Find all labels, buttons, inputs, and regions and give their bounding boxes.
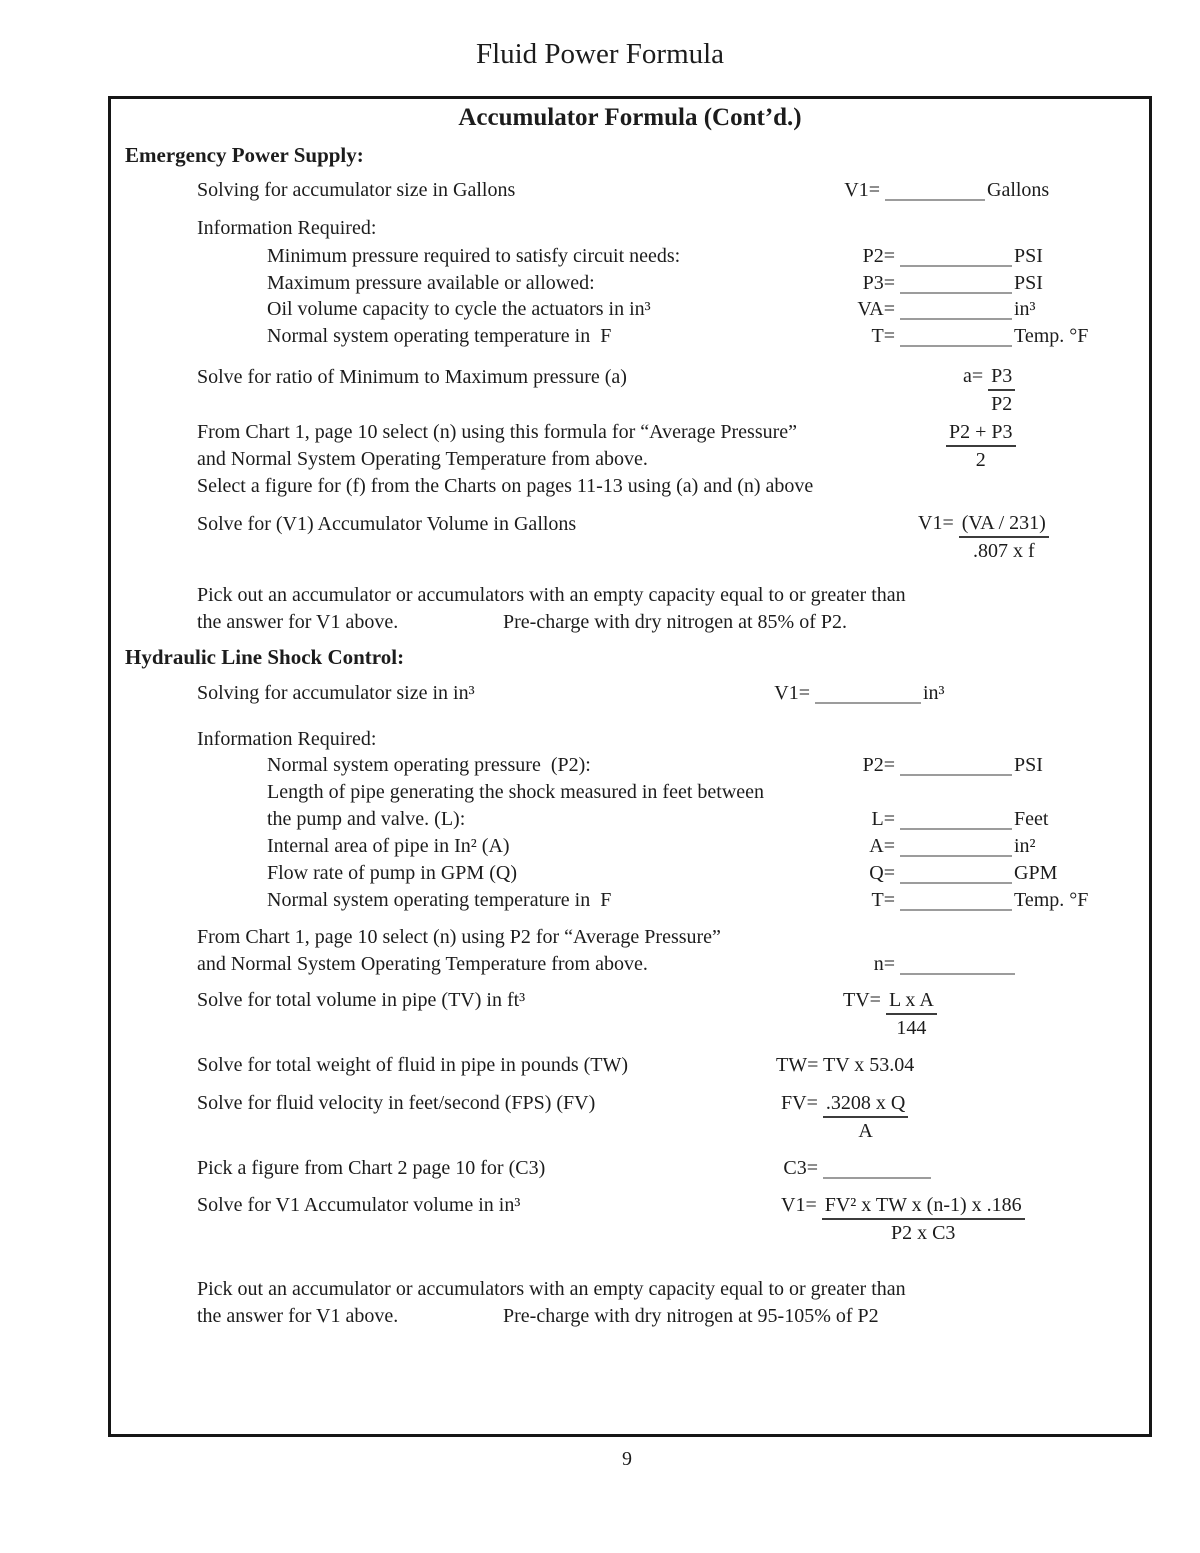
variable-label: L= (871, 808, 895, 830)
precharge-note: Pre-charge with dry nitrogen at 85% of P2. (503, 611, 847, 633)
fill-in-blank (815, 682, 921, 704)
fraction-numerator: .3208 x Q (823, 1091, 908, 1118)
ratio-formula (963, 364, 1015, 416)
info-item-label: Maximum pressure available or allowed: (267, 272, 595, 294)
info-item-fill (835, 244, 1043, 268)
fraction-numerator: (VA / 231) (959, 511, 1049, 538)
fraction-denominator: P2 x C3 (890, 1222, 956, 1244)
shock-solving-fill (762, 681, 945, 705)
formula-lead: TV= (843, 989, 881, 1011)
unit-label: in³ (923, 682, 945, 704)
fill-in-blank (885, 179, 985, 201)
solve-tv-label: Solve for total volume in pipe (TV) in ft³ (197, 989, 526, 1011)
variable-label: C3= (783, 1157, 818, 1179)
unit-label: Temp. °F (1014, 325, 1089, 347)
box-title: Accumulator Formula (Cont’d.) (458, 104, 802, 131)
unit-label: PSI (1014, 754, 1043, 776)
info-item-label: Length of pipe generating the shock measured in feet between (267, 781, 765, 803)
solve-fv-label: Solve for fluid velocity in feet/second (FPS) (FV) (197, 1092, 596, 1114)
fill-in-blank (900, 754, 1012, 776)
tw-formula: TW= TV x 53.04 (776, 1054, 915, 1076)
variable-label: T= (871, 889, 895, 911)
variable-label: A= (869, 835, 895, 857)
chart-note-line1: From Chart 1, page 10 select (n) using this formula for “Average Pressure” (197, 421, 798, 443)
formula-lead: V1= (918, 512, 954, 534)
tv-formula (843, 988, 937, 1040)
pick-note-line2a: the answer for V1 above. (197, 1305, 399, 1327)
v1-cubic-inch-formula (781, 1193, 1025, 1245)
fraction-numerator: P2 + P3 (946, 420, 1016, 447)
v1-gallons-formula (918, 511, 1049, 563)
shock-info-heading: Information Required: (197, 728, 377, 750)
select-f-note: Select a figure for (f) from the Charts on pages 11-13 using (a) and (n) above (197, 475, 814, 497)
info-item-fill (835, 861, 1057, 885)
info-item-fill (835, 324, 1088, 348)
fraction-denominator: .807 x f (972, 540, 1035, 562)
chart-note-line2: and Normal System Operating Temperature from above. (197, 448, 648, 470)
chart-note-line2: and Normal System Operating Temperature from above. (197, 953, 648, 975)
info-item-label: Minimum pressure required to satisfy circuit needs: (267, 245, 681, 267)
variable-label: P2= (862, 754, 895, 776)
unit-label: Feet (1014, 808, 1049, 830)
precharge-note: Pre-charge with dry nitrogen at 95-105% of P2 (503, 1305, 879, 1327)
page-number: 9 (622, 1448, 632, 1470)
info-item-fill (835, 807, 1048, 831)
average-pressure-formula (946, 420, 1016, 472)
info-item-fill (835, 297, 1036, 321)
info-item-fill (835, 888, 1088, 912)
fraction (886, 988, 937, 1040)
fv-formula (781, 1091, 908, 1143)
fraction (822, 1193, 1025, 1245)
pick-note-line1: Pick out an accumulator or accumulators with an empty capacity equal to or greater than (197, 1278, 906, 1300)
info-item-fill (835, 834, 1036, 858)
shock-solving-label: Solving for accumulator size in in³ (197, 682, 475, 704)
fraction (946, 420, 1016, 472)
info-item-label: the pump and valve. (L): (267, 808, 466, 830)
page-title: Fluid Power Formula (475, 38, 725, 70)
info-item-label: Flow rate of pump in GPM (Q) (267, 862, 517, 884)
fill-in-blank (900, 272, 1012, 294)
info-item-label: Normal system operating pressure (P2): (267, 754, 591, 776)
unit-label: in² (1014, 835, 1036, 857)
variable-label: P2= (862, 245, 895, 267)
ratio-line-label: Solve for ratio of Minimum to Maximum pressure (a) (197, 366, 627, 388)
fraction-denominator: 144 (896, 1017, 927, 1039)
info-item-label: Normal system operating temperature in F (267, 325, 612, 347)
variable-label: VA= (857, 298, 895, 320)
c3-fill (770, 1156, 933, 1180)
fill-in-blank (900, 953, 1015, 975)
formula-lead: a= (963, 365, 984, 387)
formula-lead: FV= (781, 1092, 818, 1114)
pick-note-line2a: the answer for V1 above. (197, 611, 399, 633)
formula-lead: V1= (781, 1194, 817, 1216)
variable-label: V1= (844, 179, 880, 201)
fraction (988, 364, 1015, 416)
fill-in-blank (823, 1157, 931, 1179)
fraction-denominator: A (858, 1120, 873, 1142)
variable-label: Q= (869, 862, 895, 884)
pick-note-line1: Pick out an accumulator or accumulators with an empty capacity equal to or greater than (197, 584, 906, 606)
emergency-solving-fill (835, 178, 1049, 202)
emergency-info-heading: Information Required: (197, 217, 377, 239)
fill-in-blank (900, 325, 1012, 347)
fill-in-blank (900, 808, 1012, 830)
fraction-denominator: P2 (991, 393, 1013, 415)
fraction-numerator: FV² x TW x (n-1) x .186 (822, 1193, 1025, 1220)
variable-label: n= (873, 953, 895, 975)
unit-label: PSI (1014, 245, 1043, 267)
solve-v1-label: Solve for V1 Accumulator volume in in³ (197, 1194, 521, 1216)
solve-v1-label: Solve for (V1) Accumulator Volume in Gallons (197, 513, 577, 535)
info-item-label: Oil volume capacity to cycle the actuators in in³ (267, 298, 651, 320)
unit-label: Temp. °F (1014, 889, 1089, 911)
fraction (959, 511, 1049, 563)
pick-c3-label: Pick a figure from Chart 2 page 10 for (C3) (197, 1157, 546, 1179)
unit-label: GPM (1014, 862, 1058, 884)
variable-label: P3= (862, 272, 895, 294)
fill-in-blank (900, 298, 1012, 320)
fill-in-blank (900, 835, 1012, 857)
variable-label: T= (871, 325, 895, 347)
unit-label: in³ (1014, 298, 1036, 320)
fraction-denominator: 2 (975, 449, 986, 471)
fill-in-blank (900, 889, 1012, 911)
section-heading-shock: Hydraulic Line Shock Control: (125, 645, 405, 669)
fraction-numerator: L x A (886, 988, 937, 1015)
info-item-label: Normal system operating temperature in F (267, 889, 612, 911)
info-item-label: Internal area of pipe in In² (A) (267, 835, 510, 857)
unit-label: PSI (1014, 272, 1043, 294)
chart-note-line1: From Chart 1, page 10 select (n) using P2 for “Average Pressure” (197, 926, 721, 948)
fraction-numerator: P3 (988, 364, 1015, 391)
fill-in-blank (900, 862, 1012, 884)
n-fill (835, 952, 1017, 976)
fraction (823, 1091, 908, 1143)
info-item-fill (835, 753, 1043, 777)
emergency-solving-label: Solving for accumulator size in Gallons (197, 179, 516, 201)
section-heading-emergency: Emergency Power Supply: (125, 143, 364, 167)
fill-in-blank (900, 245, 1012, 267)
info-item-fill (835, 271, 1043, 295)
unit-label: Gallons (987, 179, 1050, 201)
solve-tw-label: Solve for total weight of fluid in pipe in pounds (TW) (197, 1054, 629, 1076)
variable-label: V1= (774, 682, 810, 704)
